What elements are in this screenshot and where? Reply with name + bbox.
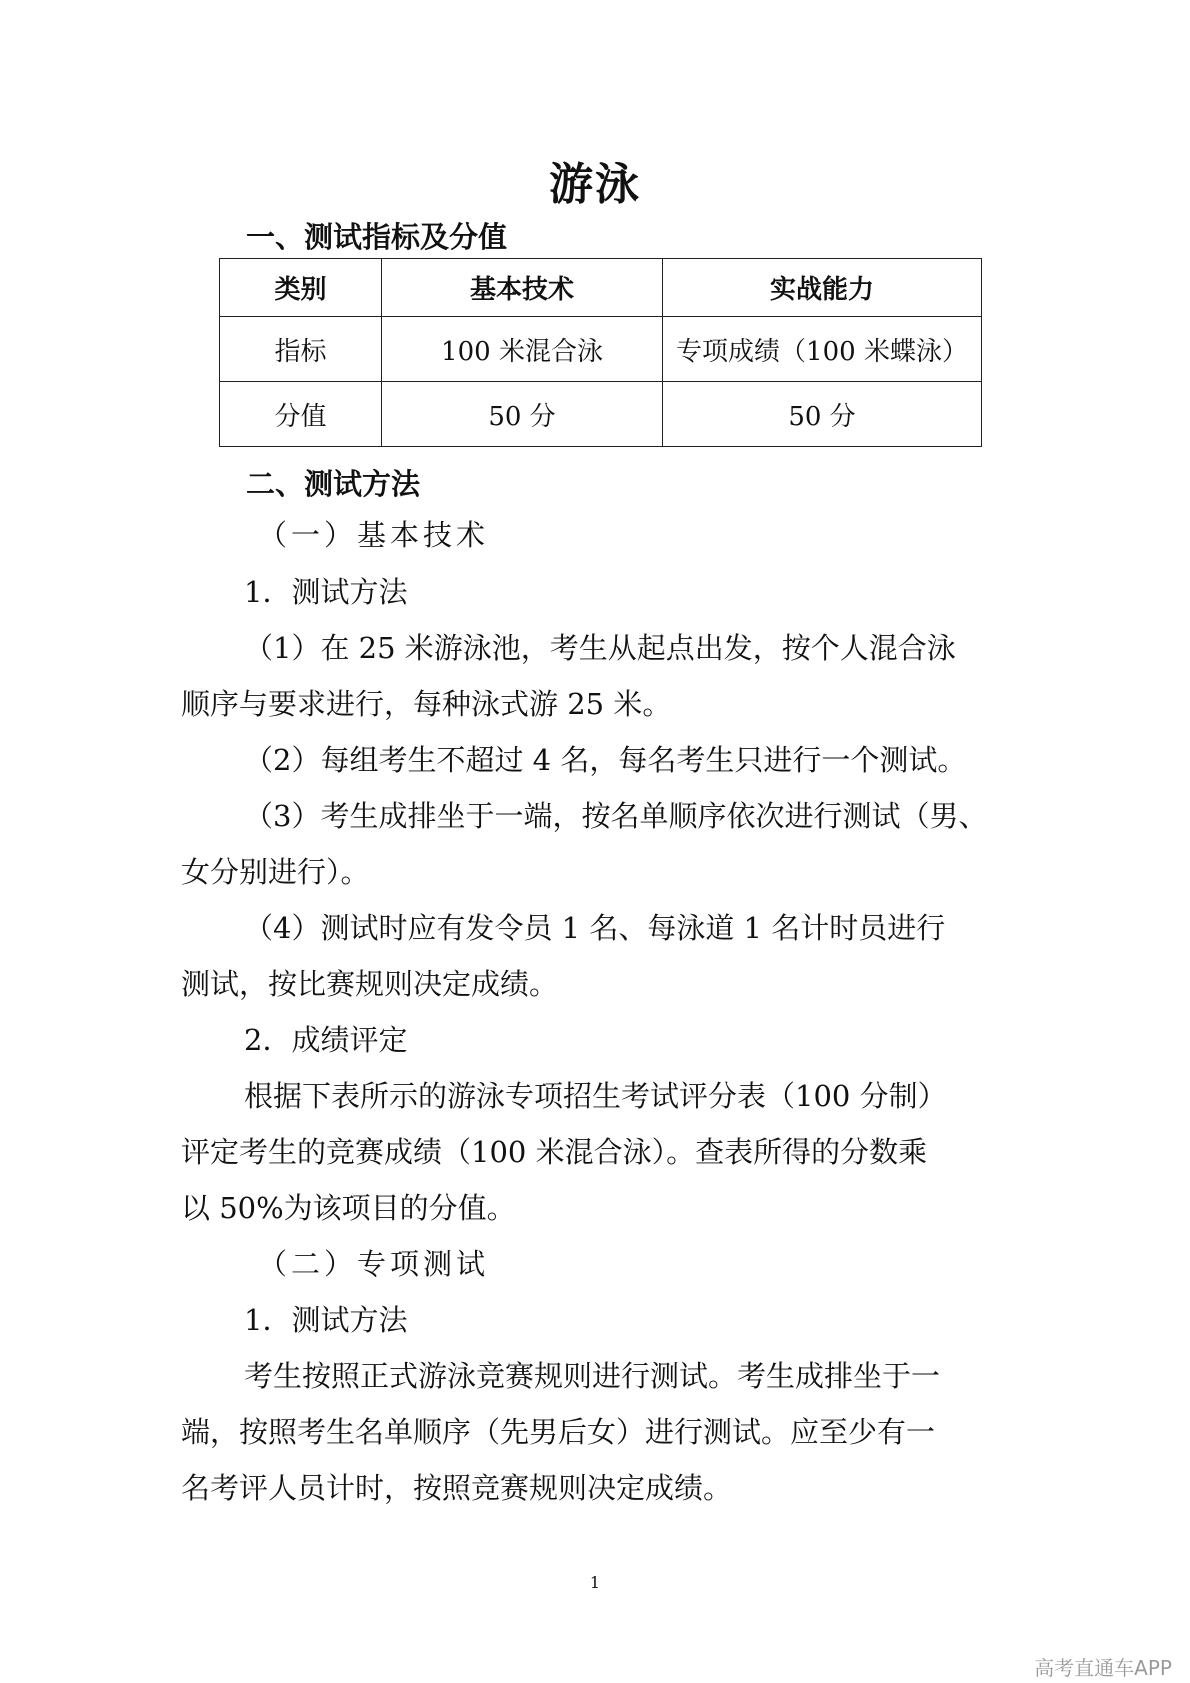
table-row	[220, 382, 982, 447]
item1-line2: 顺序与要求进行，每种泳式游 25 米。	[181, 687, 672, 721]
part2-method-heading: 1．测试方法	[244, 1303, 408, 1337]
item1-line1: （1）在 25 米游泳池，考生从起点出发，按个人混合泳	[244, 631, 956, 665]
part1-method-heading: 1．测试方法	[244, 575, 408, 609]
item2: （2）每组考生不超过 4 名，每名考生只进行一个测试。	[244, 743, 967, 777]
part1-heading: （一）基本技术	[258, 518, 490, 552]
part2-line1: 考生按照正式游泳竞赛规则进行测试。考生成排坐于一	[244, 1359, 941, 1393]
item3-line2: 女分别进行）。	[181, 855, 370, 889]
item4-line1: （4）测试时应有发令员 1 名、每泳道 1 名计时员进行	[244, 911, 946, 945]
table-cell: 50 分	[382, 382, 663, 447]
table-cell: 分值	[220, 382, 382, 447]
page-number: 1	[589, 1573, 601, 1592]
table-cell: 指标	[220, 317, 382, 382]
score-heading: 2．成绩评定	[244, 1023, 408, 1057]
item4-line2: 测试，按比赛规则决定成绩。	[181, 967, 559, 1001]
document-title: 游泳	[549, 159, 641, 210]
table-header-row	[220, 259, 982, 317]
score-line3: 以 50%为该项目的分值。	[181, 1191, 516, 1225]
part2-line3: 名考评人员计时，按照竞赛规则决定成绩。	[181, 1471, 733, 1505]
table-header-cell: 基本技术	[382, 259, 663, 317]
table-header-cell: 实战能力	[663, 259, 982, 317]
score-line2: 评定考生的竞赛成绩（100 米混合泳）。查表所得的分数乘	[181, 1135, 928, 1169]
table-header-cell: 类别	[220, 259, 382, 317]
table-row	[220, 317, 982, 382]
score-table	[219, 258, 982, 447]
table-cell: 专项成绩（100 米蝶泳）	[663, 317, 982, 382]
part2-line2: 端，按照考生名单顺序（先男后女）进行测试。应至少有一	[181, 1415, 936, 1449]
part2-heading: （二）专项测试	[258, 1247, 490, 1281]
watermark: 高考直通车APP	[1034, 1656, 1172, 1680]
score-line1: 根据下表所示的游泳专项招生考试评分表（100 分制）	[244, 1079, 947, 1113]
item3-line1: （3）考生成排坐于一端，按名单顺序依次进行测试（男、	[244, 799, 988, 833]
table-cell: 100 米混合泳	[382, 317, 663, 382]
table-cell: 50 分	[663, 382, 982, 447]
section1-heading: 一、测试指标及分值	[246, 220, 508, 254]
section2-heading: 二、测试方法	[246, 467, 421, 501]
